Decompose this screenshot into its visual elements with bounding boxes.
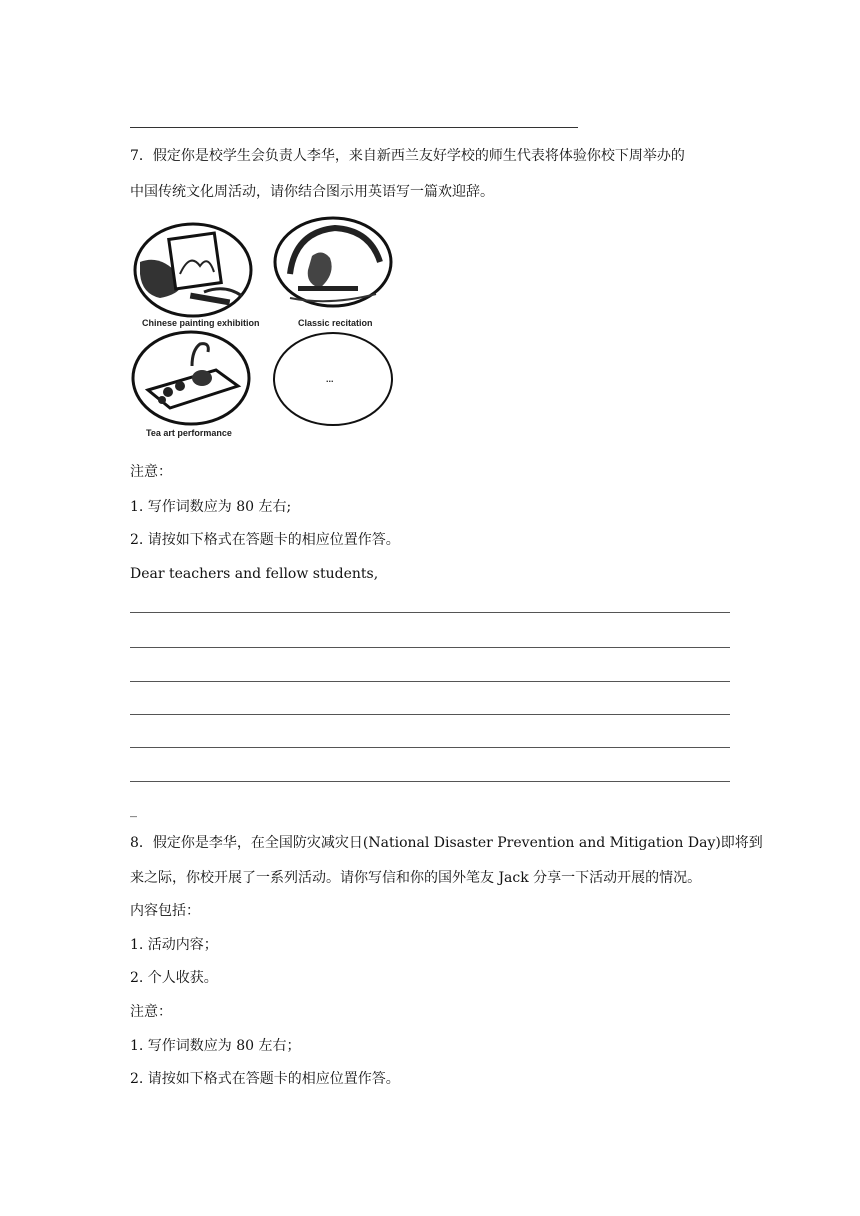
q8-prompt-line-1: 8．假定你是李华，在全国防灾减灾日(National Disaster Prevention and Mitigation Day)即将到 [130, 835, 763, 851]
caption-tea-art: Tea art performance [146, 428, 232, 438]
painting-illustration [135, 224, 251, 316]
q8-note-2: 2. 请按如下格式在答题卡的相应位置作答。 [130, 1071, 400, 1087]
caption-more: ... [326, 374, 334, 384]
caption-classic-recitation: Classic recitation [298, 318, 373, 328]
answer-line [130, 681, 730, 682]
q7-note-2: 2. 请按如下格式在答题卡的相应位置作答。 [130, 532, 400, 548]
q7-note-title: 注意： [130, 464, 172, 480]
recitation-illustration [275, 218, 391, 306]
q7-prompt-line-1: 7．假定你是校学生会负责人李华，来自新西兰友好学校的师生代表将体验你校下周举办的 [130, 148, 685, 164]
tea-art-illustration [133, 332, 249, 424]
q8-note-title: 注意： [130, 1004, 172, 1020]
answer-line [130, 647, 730, 648]
q8-note-1: 1. 写作词数应为 80 左右； [130, 1038, 301, 1054]
q7-prompt-line-2: 中国传统文化周活动，请你结合图示用英语写一篇欢迎辞。 [130, 184, 494, 200]
answer-line [130, 747, 730, 748]
q8-content-1: 1. 活动内容； [130, 937, 218, 953]
answer-line [130, 612, 730, 613]
caption-chinese-painting: Chinese painting exhibition [142, 318, 260, 328]
answer-line-tail: _ [130, 802, 137, 818]
q8-content-title: 内容包括： [130, 903, 200, 919]
answer-line [130, 781, 730, 782]
q7-greeting: Dear teachers and fellow students, [130, 566, 379, 582]
q8-prompt-line-2: 来之际，你校开展了一系列活动。请你写信和你的国外笔友 Jack 分享一下活动开展的情况。 [130, 870, 702, 886]
answer-line [130, 714, 730, 715]
q7-activity-figure [130, 214, 395, 440]
q7-note-1: 1. 写作词数应为 80 左右; [130, 499, 292, 515]
top-answer-line [130, 127, 578, 128]
q8-content-2: 2. 个人收获。 [130, 970, 218, 986]
